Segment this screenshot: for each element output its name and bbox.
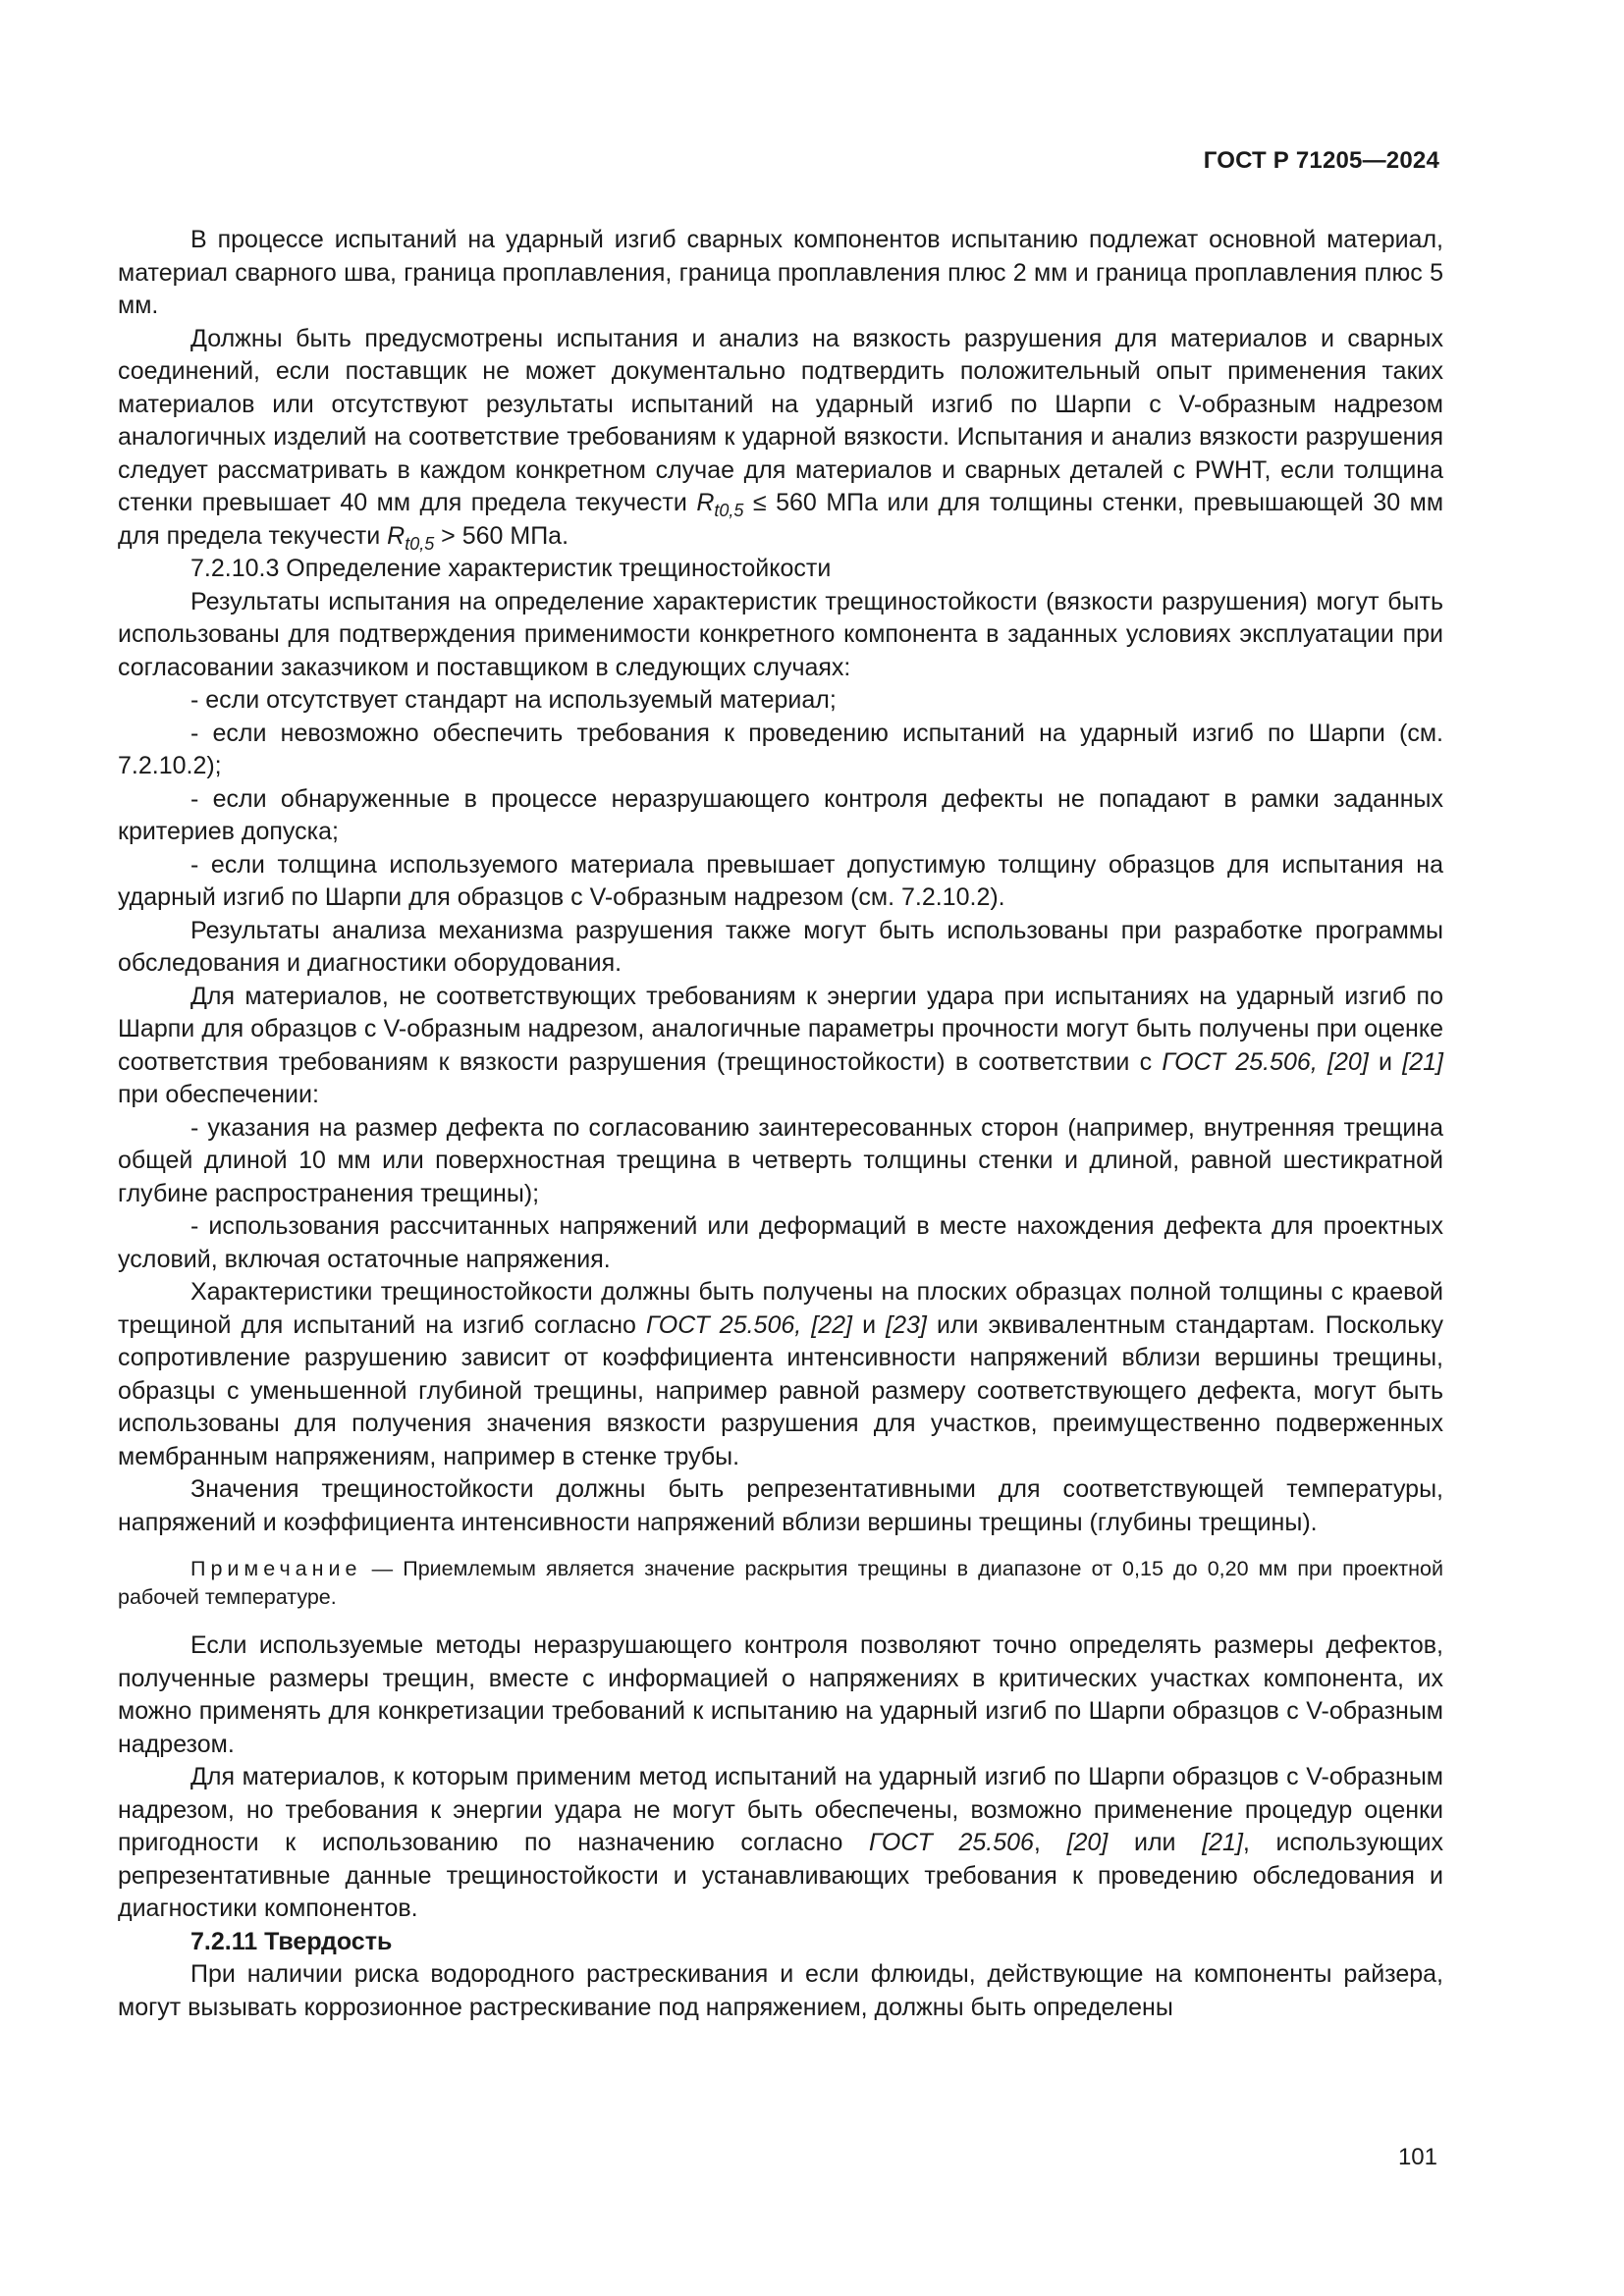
standard-reference: ГОСТ 25.506, [20]	[1162, 1047, 1369, 1076]
paragraph-alternative-parameters: Для материалов, не соответствующих требованиям к энергии удара при испытаниях на ударный изгиб по Шарпи для образцов с V-образным надрезом, аналогичные параметры прочности могут быть получены при оценке соответствия требованиям к вязкости разрушения (трещиностойкости) в соответствии с ГОСТ 25.506, [20] и [21] при обеспечении:	[118, 982, 1443, 1108]
paragraph-crack-resistance-results: Результаты испытания на определение характеристик трещиностойкости (вязкости разрушения) могут быть использованы для подтверждения применимости конкретного компонента в заданных условиях эксплуатации при согласовании заказчиком и поставщиком в следующих случаях:	[118, 587, 1443, 681]
note-text: — Приемлемым является значение раскрытия трещины в диапазоне от 0,15 до 0,20 мм при проектной рабочей температуре.	[118, 1557, 1443, 1609]
standard-reference: [21]	[1202, 1829, 1243, 1856]
standard-reference: [20]	[1066, 1829, 1109, 1856]
page-number: 101	[1397, 2144, 1437, 2170]
list-item: - указания на размер дефекта по согласованию заинтересованных сторон (например, внутренняя трещина общей длиной 10 мм или поверхностная трещина в четверть толщины стенки и длиной, равной шестикратной глубине распространения трещины);	[118, 1113, 1443, 1207]
yield-strength-symbol: $R_{t0,5}$	[387, 521, 435, 554]
section-heading-7-2-11: 7.2.11 Твердость	[190, 1927, 393, 1955]
yield-strength-symbol: $R_{t0,5}$	[696, 489, 744, 520]
paragraph-specimen-requirements: Характеристики трещиностойкости должны быть получены на плоских образцах полной толщины с краевой трещиной для испытаний на изгиб согласно ГОСТ 25.506, [22] и [23] или эквивалентным стандартам. Поскольку сопротивление разрушению зависит от коэффициента интенсивности напряжений вблизи вершины трещины, образцы с уменьшенной глубиной трещины, например равной размеру соответствующего дефекта, могут быть использованы для получения значения вязкости разрушения для участков, преимущественно подверженных мембранным напряжениям, например в стенке трубы.	[118, 1278, 1443, 1470]
note	[118, 1555, 1443, 1612]
document-body	[118, 224, 1443, 2024]
paragraph-hardness: При наличии риска водородного растрескивания и если флюиды, действующие на компоненты райзера, могут вызывать коррозионное растрескивание под напряжением, должны быть определены	[118, 1960, 1443, 2021]
standard-reference: [23]	[886, 1310, 927, 1339]
list-item: - использования рассчитанных напряжений или деформаций в месте нахождения дефекта для проектных условий, включая остаточные напряжения.	[118, 1212, 1443, 1273]
paragraph-ndt-methods: Если используемые методы неразрушающего контроля позволяют точно определять размеры дефектов, полученные размеры трещин, вместе с информацией о напряжениях в критических участках компонента, их можно применять для конкретизации требований к испытанию на ударный изгиб по Шарпи образцов с V-образным надрезом.	[118, 1631, 1443, 1758]
paragraph-impact-test-zones: В процессе испытаний на ударный изгиб сварных компонентов испытанию подлежат основной материал, материал сварного шва, граница проплавления, граница проплавления плюс 2 мм и граница проплавления плюс 5 мм.	[118, 226, 1443, 319]
list-item: - если невозможно обеспечить требования к проведению испытаний на ударный изгиб по Шарпи (см. 7.2.10.2);	[118, 719, 1443, 779]
list-item: - если отсутствует стандарт на используемый материал;	[190, 686, 837, 714]
paragraph-representative-values: Значения трещиностойкости должны быть репрезентативными для соответствующей температуры, напряжений и коэффициента интенсивности напряжений вблизи вершины трещины (глубины трещины).	[118, 1475, 1443, 1536]
paragraph-fracture-toughness-requirements: Должны быть предусмотрены испытания и анализ на вязкость разрушения для материалов и сварных соединений, если поставщик не может документально подтвердить положительный опыт применения таких материалов или отсутствуют результаты испытаний на ударный изгиб по Шарпи с V-образным надрезом аналогичных изделий на соответствие требованиям к ударной вязкости. Испытания и анализ вязкости разрушения следует рассматривать в каждом конкретном случае для материалов и сварных деталей с PWHT, если толщина стенки превышает 40 мм для предела текучести $R_{t0,5} \le 560$ МПа или для толщины стенки, превышающей 30 мм для предела текучести $R_{t0,5} > 560$ МПа.	[118, 324, 1444, 554]
list-item: - если обнаруженные в процессе неразрушающего контроля дефекты не попадают в рамки заданных критериев допуска;	[118, 784, 1443, 845]
standard-reference: ГОСТ 25.506, [22]	[646, 1310, 852, 1339]
standard-reference: ГОСТ 25.506	[869, 1829, 1034, 1856]
paragraph-fitness-for-service: Для материалов, к которым применим метод испытаний на ударный изгиб по Шарпи образцов с V-образным надрезом, но требования к энергии удара не могут быть обеспечены, возможно применение процедур оценки пригодности к использованию по назначению согласно ГОСТ 25.506, [20] или [21], использующих репрезентативные данные трещиностойкости и устанавливающих требования к проведению обследования и диагностики компонентов.	[118, 1763, 1443, 1922]
note-label: Примечание	[190, 1557, 362, 1580]
list-item: - если толщина используемого материала превышает допустимую толщину образцов для испытания на ударный изгиб по Шарпи для образцов с V-образным надрезом (см. 7.2.10.2).	[118, 850, 1443, 911]
subsection-heading-7-2-10-3: 7.2.10.3 Определение характеристик трещиностойкости	[190, 555, 832, 582]
standard-reference: [21]	[1402, 1047, 1443, 1076]
document-code-header: ГОСТ Р 71205—2024	[1203, 147, 1439, 174]
paragraph-fracture-analysis-use: Результаты анализа механизма разрушения также могут быть использованы при разработке программы обследования и диагностики оборудования.	[118, 916, 1443, 977]
